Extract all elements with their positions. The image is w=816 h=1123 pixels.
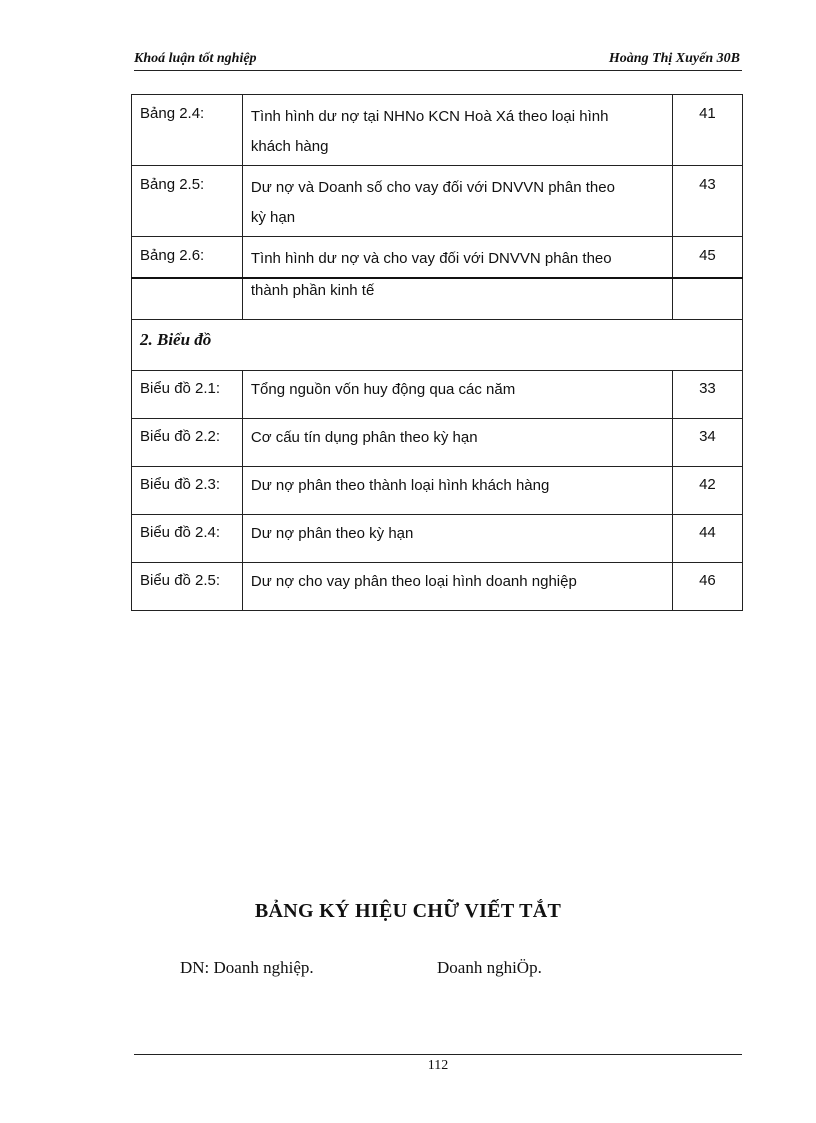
chart-label: Biểu đồ 2.2: bbox=[132, 419, 243, 467]
chart-title: Dư nợ phân theo thành loại hình khách hàng bbox=[242, 467, 672, 515]
table-page: 41 bbox=[672, 95, 742, 166]
chart-row bbox=[132, 467, 743, 515]
table-label: Bảng 2.4: bbox=[132, 95, 243, 166]
chart-page: 33 bbox=[672, 371, 742, 419]
chart-label: Biểu đồ 2.5: bbox=[132, 563, 243, 611]
page-footer bbox=[134, 1054, 742, 1074]
table-title: Tình hình dư nợ tại NHNo KCN Hoà Xá theo loại hình khách hàng bbox=[242, 95, 672, 166]
table-page: 45 bbox=[672, 237, 742, 279]
abbreviations-heading: BẢNG KÝ HIỆU CHỮ VIẾT TẮT bbox=[254, 900, 562, 922]
chart-label: Biểu đồ 2.1: bbox=[132, 371, 243, 419]
empty-cell bbox=[672, 278, 742, 320]
table-title-continuation: thành phần kinh tế bbox=[242, 278, 672, 320]
section-title: 2. Biểu đồ bbox=[132, 320, 743, 371]
page-number: 112 bbox=[427, 1058, 449, 1073]
section-row bbox=[132, 320, 743, 371]
table-label: Bảng 2.5: bbox=[132, 166, 243, 237]
table-title: Tình hình dư nợ và cho vay đối với DNVVN phân theo bbox=[242, 237, 672, 279]
table-label: Bảng 2.6: bbox=[132, 237, 243, 279]
table-row bbox=[132, 166, 743, 237]
chart-page: 44 bbox=[672, 515, 742, 563]
table-row-continuation bbox=[132, 278, 743, 320]
table-row bbox=[132, 237, 743, 279]
header-thesis-label: Khoá luận tốt nghiệp bbox=[134, 51, 257, 66]
chart-label: Biểu đồ 2.4: bbox=[132, 515, 243, 563]
header-author: Hoàng Thị Xuyến 30B bbox=[608, 51, 740, 66]
chart-label: Biểu đồ 2.3: bbox=[132, 467, 243, 515]
chart-row bbox=[132, 371, 743, 419]
empty-cell bbox=[132, 278, 243, 320]
abbreviation-entry: DN: Doanh nghiệp. bbox=[180, 958, 314, 977]
abbreviation-entry-garbled: Doanh nghiÖp. bbox=[437, 958, 542, 977]
chart-title: Tổng nguồn vốn huy động qua các năm bbox=[242, 371, 672, 419]
list-of-tables-and-charts bbox=[131, 94, 743, 611]
chart-page: 46 bbox=[672, 563, 742, 611]
table-title: Dư nợ và Doanh số cho vay đối với DNVVN phân theo kỳ hạn bbox=[242, 166, 672, 237]
chart-title: Cơ cấu tín dụng phân theo kỳ hạn bbox=[242, 419, 672, 467]
chart-row bbox=[132, 515, 743, 563]
table-page: 43 bbox=[672, 166, 742, 237]
chart-title: Dư nợ cho vay phân theo loại hình doanh nghiệp bbox=[242, 563, 672, 611]
chart-page: 34 bbox=[672, 419, 742, 467]
page-header bbox=[134, 50, 742, 71]
chart-row bbox=[132, 419, 743, 467]
chart-page: 42 bbox=[672, 467, 742, 515]
chart-title: Dư nợ phân theo kỳ hạn bbox=[242, 515, 672, 563]
chart-row bbox=[132, 563, 743, 611]
table-row bbox=[132, 95, 743, 166]
